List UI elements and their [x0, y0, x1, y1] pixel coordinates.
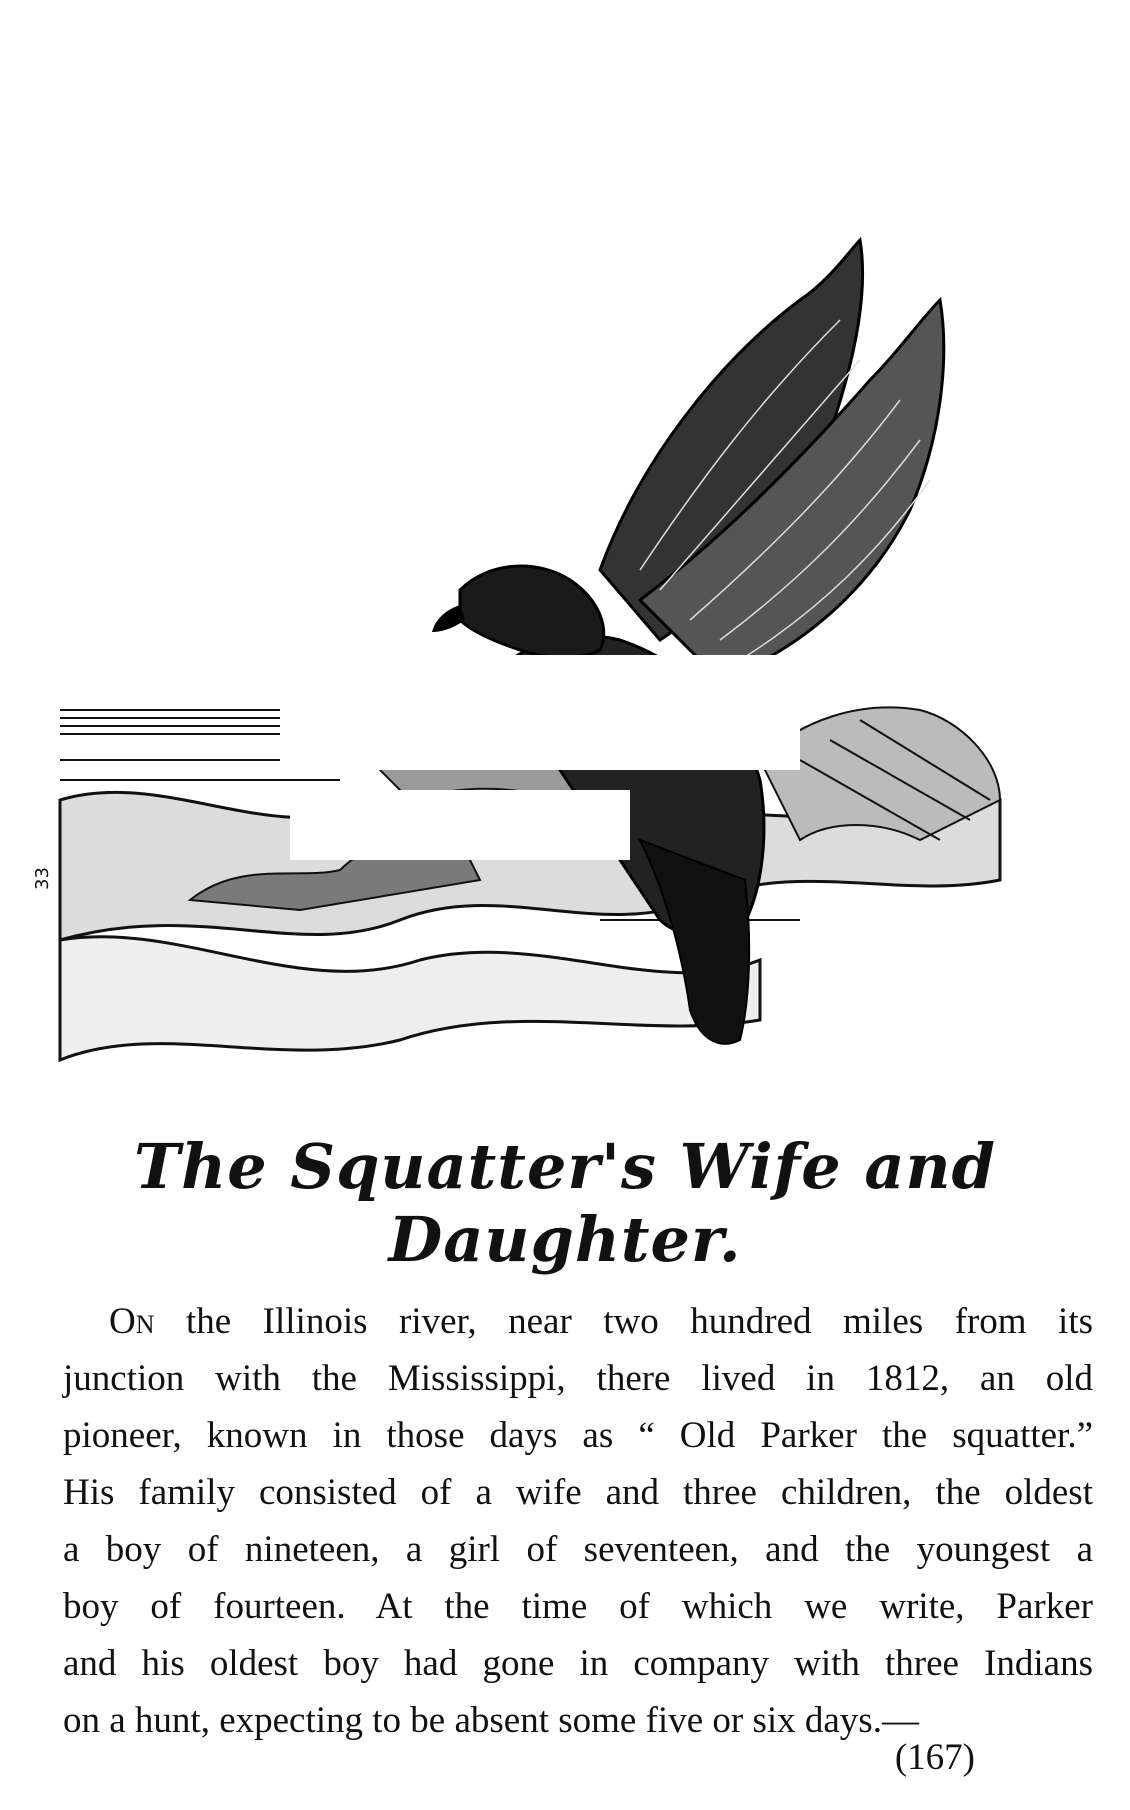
text-line: junction with the Mississippi, there lived in 1812, an old [63, 1358, 1093, 1399]
chapter-title: The Squatter's Wife and Daughter. [134, 1130, 996, 1276]
text-line [63, 1293, 1093, 1350]
text-line: pioneer, known in those days as “ Old Parker the squatter.” [63, 1415, 1093, 1456]
lead-word: On [109, 1301, 155, 1342]
text-line: and his oldest boy had gone in company with three Indians [63, 1643, 1093, 1684]
eagle-engraving-icon [32, 240, 1080, 1080]
body-paragraph [63, 1293, 1093, 1749]
text-line: on a hunt, expecting to be absent some five or six days.— [63, 1700, 919, 1741]
engraver-signature: 33 [32, 867, 53, 890]
text-line: boy of fourteen. At the time of which we write, Parker [63, 1586, 1093, 1627]
text-line-content: the Illinois river, near two hundred miles from its [154, 1301, 1093, 1342]
text-line: His family consisted of a wife and three children, the oldest [63, 1472, 1093, 1513]
text-line: a boy of nineteen, a girl of seventeen, and the youngest a [63, 1529, 1093, 1570]
page-number: (167) [894, 1737, 975, 1778]
